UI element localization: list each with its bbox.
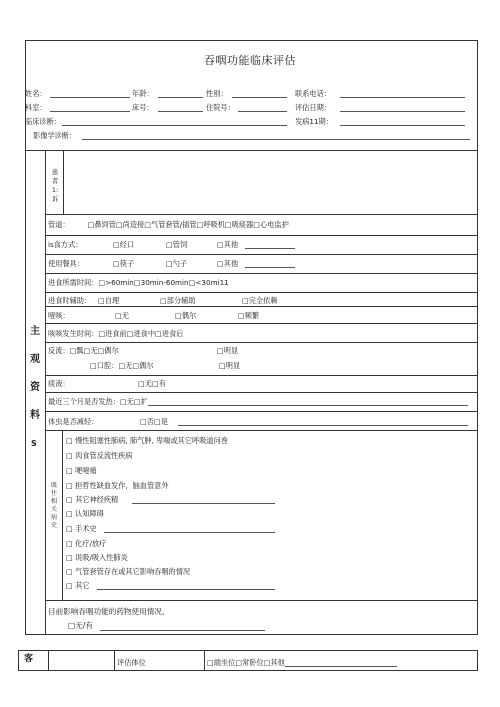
diagnosis-underline: [62, 125, 287, 126]
row-line-8: [45, 342, 478, 343]
section-char-3: 资: [30, 382, 40, 393]
reflux-nose: 反流：□瓢□无□偶尔: [48, 346, 119, 355]
row-line-10: [45, 392, 478, 393]
section-char-2: 观: [30, 354, 40, 365]
history-item-8[interactable]: □ 说吸/吸入性肺炎: [66, 553, 128, 562]
dept-underline: [50, 111, 130, 112]
frame-top: [25, 40, 478, 41]
feeding-label: is食方式：: [48, 240, 83, 249]
feeding-opt-other[interactable]: □其他: [217, 240, 239, 249]
fever-underline: [148, 405, 468, 406]
feeding-opt-oral[interactable]: □经口: [113, 240, 135, 249]
reflux-mouth-obvious[interactable]: □明显: [219, 361, 241, 370]
name-underline: [50, 97, 130, 98]
history-item-4-underline: [132, 503, 275, 504]
history-item-6-underline: [104, 532, 275, 533]
row-line-3: [45, 254, 478, 255]
obj-col-2: [114, 650, 115, 671]
utensil-opt-chopsticks[interactable]: □筷子: [113, 259, 135, 268]
gender-underline: [232, 97, 287, 98]
history-label: 既往相关病史: [50, 482, 57, 529]
history-item-1[interactable]: □ 肉食管反流性疾病: [66, 451, 133, 460]
gender-label: 性别：: [206, 89, 228, 98]
tube-row: 管道： □鼻饲管□尚造接□气管套管/插管□呼吸机□吸痰器□心电监护: [48, 220, 289, 229]
obj-top: [18, 650, 478, 651]
weight-underline: [178, 425, 468, 426]
row-line-1: [45, 214, 478, 215]
drug-line-1: 目前影响吞咽功能的药物使用情况，: [48, 607, 170, 616]
choke-when-row: 咳咳发生时间：□进食前□进食中□进食后: [48, 329, 184, 338]
phlegm-opts[interactable]: □无□有: [138, 379, 166, 388]
history-item-3[interactable]: □ 担哲性缺血发作，脑血管意外: [66, 481, 169, 490]
fever-row: 最近三个月是否发热：□无□扩: [48, 397, 148, 406]
row-line-4: [45, 273, 478, 274]
row-line-11: [45, 411, 478, 412]
row-line-13: [45, 600, 478, 601]
page-title: 吞咽功能临床评估: [204, 54, 296, 67]
objective-label: 客: [24, 654, 34, 664]
admission-underline: [238, 111, 287, 112]
complaint-col-line: [63, 150, 64, 214]
section-char-1: 主: [30, 326, 40, 337]
weight-label: 体虫是否减轻：: [48, 417, 99, 426]
utensil-opt-spoon[interactable]: □勺子: [166, 259, 188, 268]
phlegm-label: 痰液：: [48, 379, 70, 388]
section-top: [25, 150, 478, 151]
choke-opt-none[interactable]: □无: [115, 311, 129, 320]
frame-right: [477, 40, 478, 635]
row-line-9: [45, 375, 478, 376]
reflux-nose-obvious[interactable]: □明显: [217, 346, 239, 355]
obj-left: [18, 650, 19, 671]
eval-date-underline: [340, 111, 465, 112]
choke-label: 噎咳：: [48, 311, 70, 320]
obj-right: [477, 650, 478, 671]
history-item-9[interactable]: □ 气管套管存在或其它影响吞咽的情况: [66, 567, 191, 576]
history-item-4[interactable]: □ 其它神经疾精: [66, 495, 119, 504]
utensil-label: 使用餐具：: [48, 259, 84, 268]
imaging-underline: [82, 139, 470, 140]
history-col-line: [62, 430, 63, 600]
feeding-other-underline: [245, 248, 295, 249]
row-line-6: [45, 306, 478, 307]
onset-underline: [340, 125, 465, 126]
position-label: 评估体位: [117, 658, 146, 667]
reflux-mouth: □口腔：□无□偶尔: [90, 361, 154, 370]
choke-opt-sometimes[interactable]: □偶尔: [175, 311, 197, 320]
history-item-6[interactable]: □ 手术史: [66, 524, 97, 533]
history-item-2[interactable]: □ 哽噎痛: [66, 466, 97, 475]
section-char-5: S: [31, 439, 37, 448]
imaging-label: 影像学诊断：: [33, 131, 77, 140]
history-item-0[interactable]: □ 慢性阻塞性肺病, 肺气肿, 卑喘或其它呼吸道问巻: [66, 436, 228, 445]
name-label: 姓名：: [25, 89, 47, 98]
assist-opt-full[interactable]: □完全依赖: [242, 296, 278, 305]
phone-label: 联系电话：: [295, 89, 331, 98]
age-label: 年龄：: [132, 89, 154, 98]
assist-label: 进食时辅助：: [48, 296, 92, 305]
row-line-2: [45, 235, 478, 236]
utensil-opt-other[interactable]: □其他: [217, 259, 239, 268]
eat-time-row: 进食所需时间：□>60min□30min-60min□<30mi11: [48, 278, 229, 287]
position-other-underline: [285, 666, 397, 667]
weight-opts[interactable]: □否□是: [140, 417, 168, 426]
obj-col-3: [204, 650, 205, 671]
age-underline: [158, 97, 203, 98]
drug-line-2[interactable]: □无/有: [68, 621, 93, 630]
onset-label: 发病11期：: [295, 117, 333, 126]
assist-opt-partial[interactable]: □部分辅助: [160, 296, 196, 305]
admission-label: 住院号：: [206, 103, 235, 112]
frame-left: [25, 40, 26, 635]
history-item-5[interactable]: □ 认知障碍: [66, 509, 104, 518]
row-line-7: [45, 323, 478, 324]
section-char-4: 料: [30, 410, 40, 421]
complaint-label: 患者1:诉: [51, 168, 59, 203]
history-item-10-underline: [97, 589, 275, 590]
history-item-7[interactable]: □ 化疗/放疗: [66, 539, 107, 548]
assist-opt-self[interactable]: □自理: [98, 296, 120, 305]
drug-underline: [100, 630, 265, 631]
obj-col-1: [48, 650, 49, 671]
row-line-5: [45, 292, 478, 293]
row-line-12: [45, 430, 478, 431]
dept-label: 科室：: [25, 103, 47, 112]
phone-underline: [340, 97, 465, 98]
frame-bottom: [25, 634, 478, 635]
obj-bottom: [18, 670, 478, 671]
utensil-other-underline: [245, 267, 295, 268]
eval-date-label: 评估日期：: [295, 103, 331, 112]
feeding-opt-tube[interactable]: □管饲: [166, 240, 188, 249]
bed-underline: [158, 111, 203, 112]
bed-label: 床号：: [132, 103, 154, 112]
choke-opt-frequent[interactable]: □频繁: [238, 311, 260, 320]
position-options[interactable]: □端坐位□常卧位□其他: [207, 658, 285, 667]
history-item-10[interactable]: □ 其它: [66, 581, 90, 590]
diagnosis-label: 临床诊断：: [25, 117, 61, 126]
